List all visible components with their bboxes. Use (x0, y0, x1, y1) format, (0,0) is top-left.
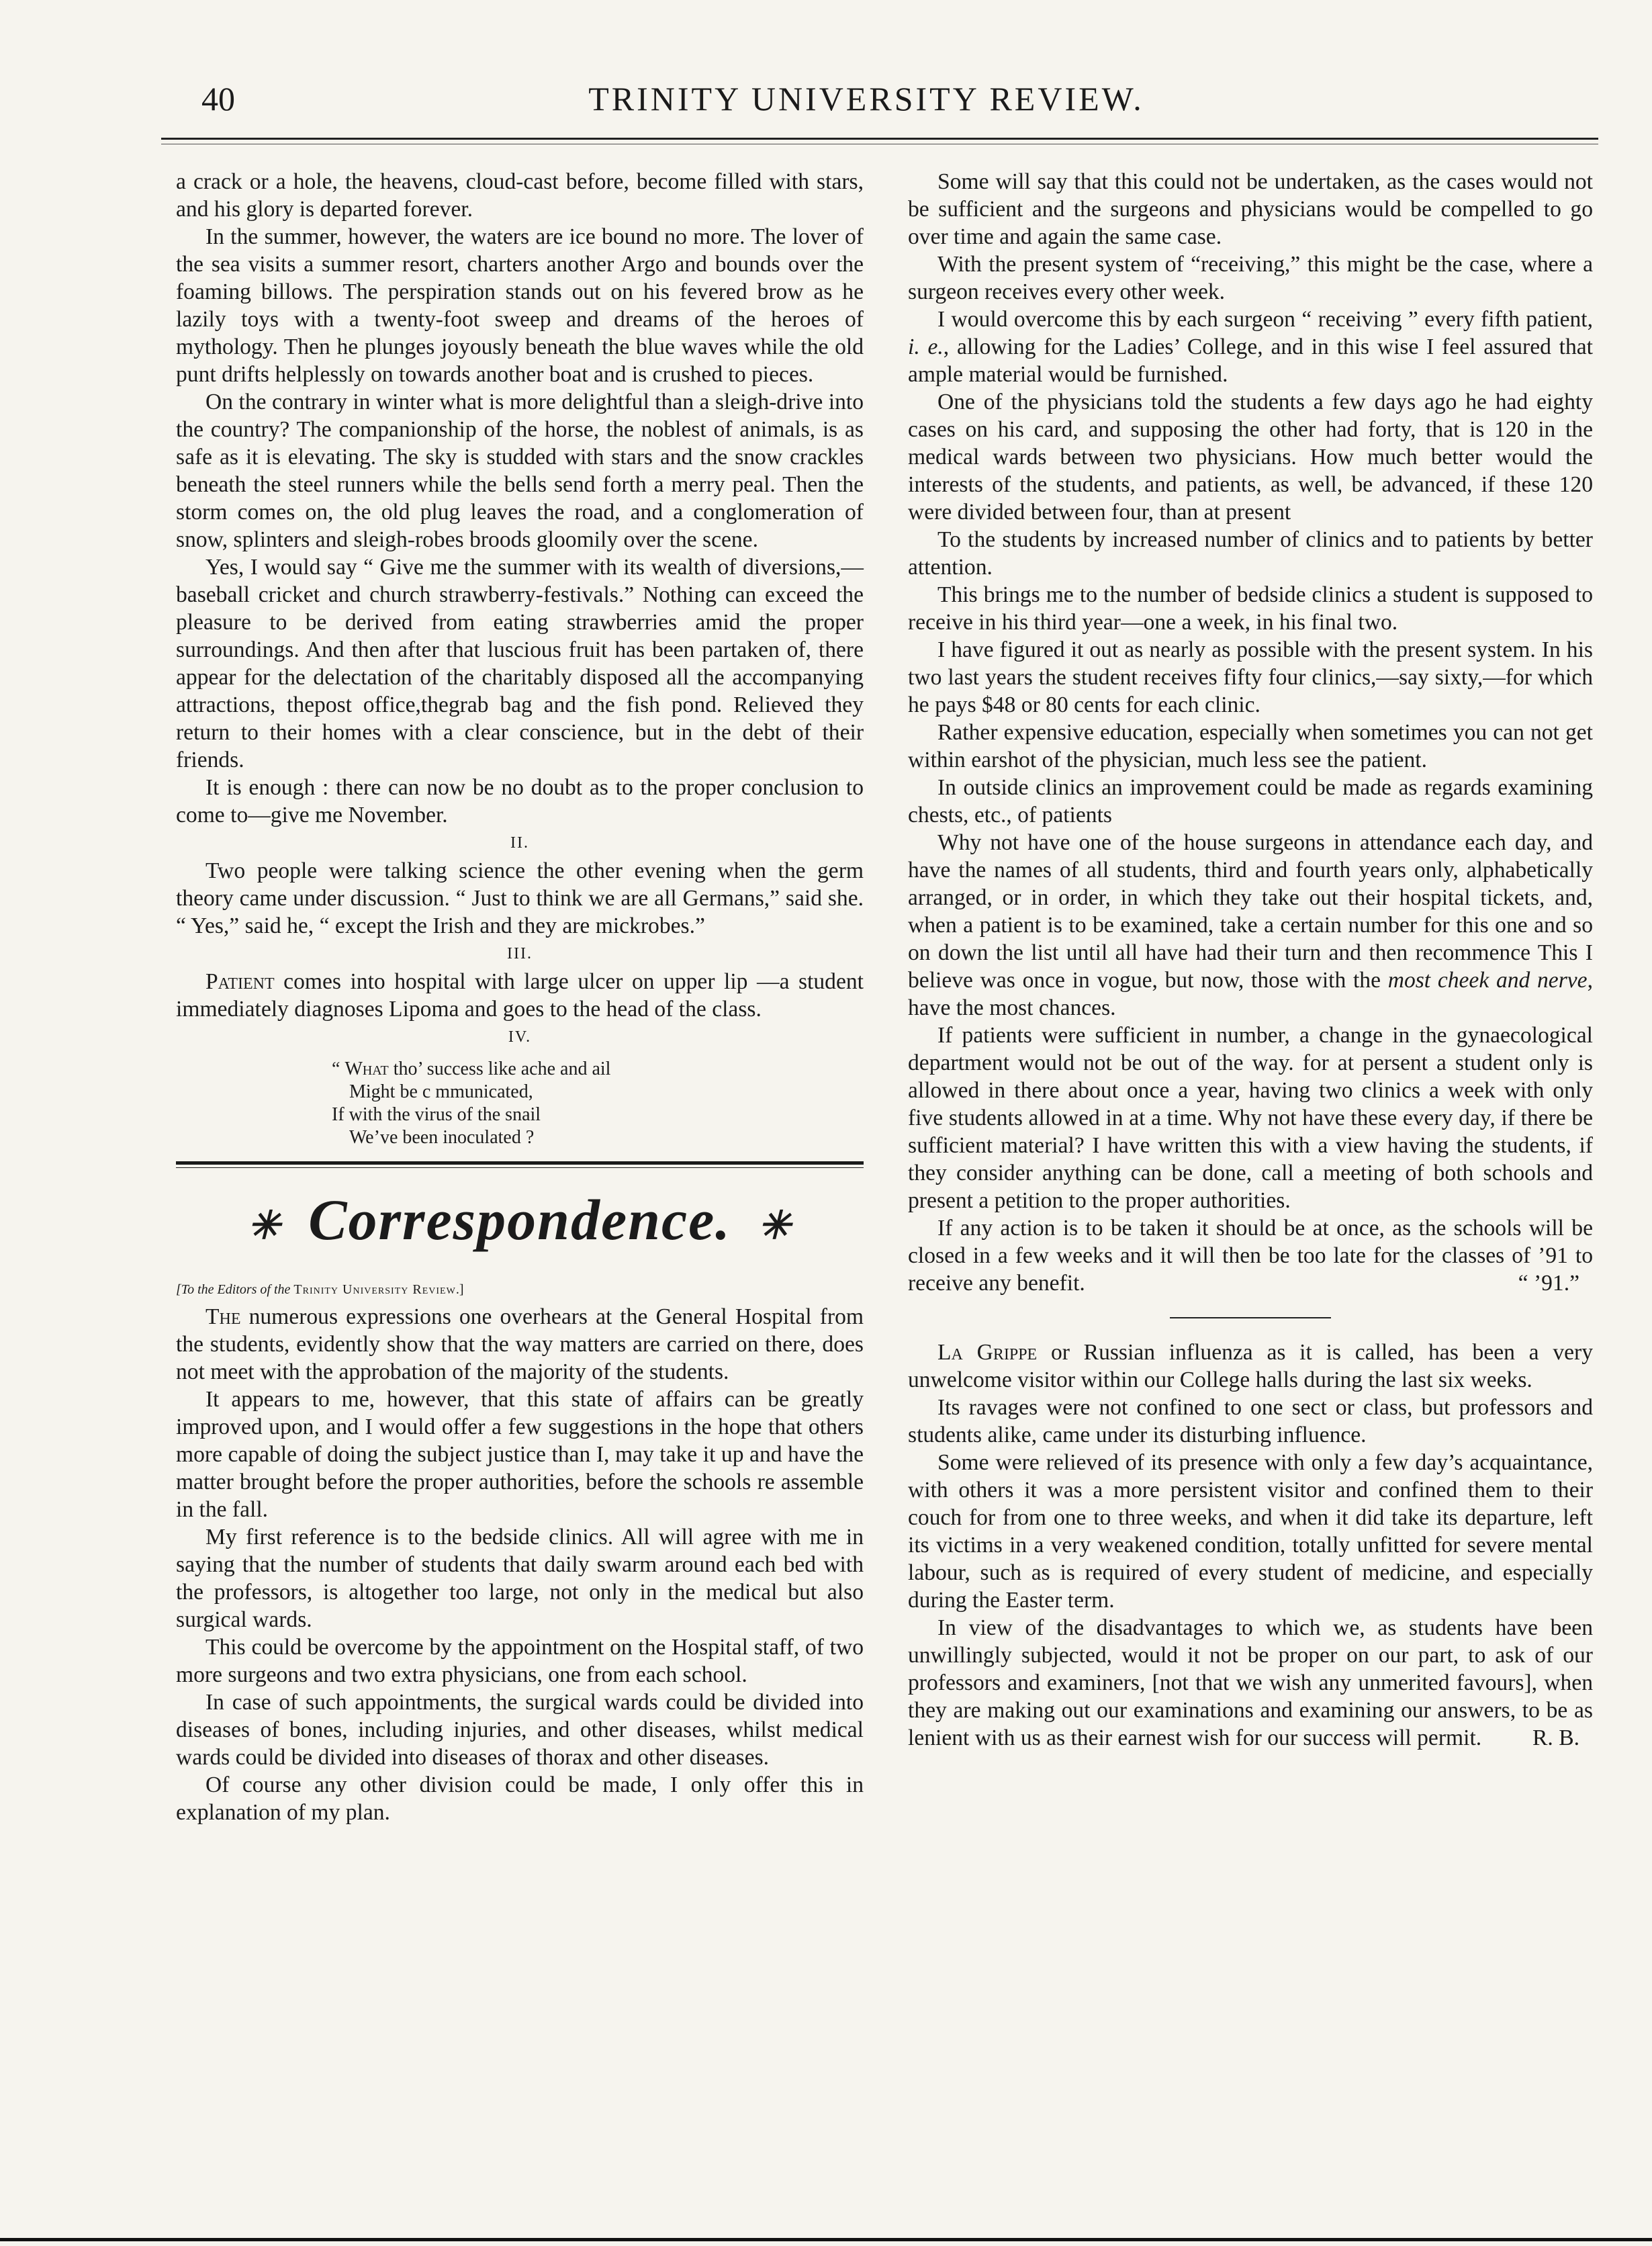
asterism-icon: ✳ (758, 1204, 792, 1248)
paragraph: In case of such appointments, the surgical wards could be divided into diseases of bones, including injuries, and other diseases, whilst medical wards could be divided into diseases of thorax and other diseases. (176, 1690, 864, 1770)
paragraph: This brings me to the number of bedside clinics a student is supposed to receive in his third year—one a week, in his final two. (908, 582, 1593, 635)
paragraph: My first reference is to the bedside clinics. All will agree with me in saying that the number of students that daily swarm around each bed with the professors, is altogether too large, not only in the medical but also surgical wards. (176, 1525, 864, 1633)
paragraph (908, 829, 1593, 1022)
paragraph: Some will say that this could not be undertaken, as the cases would not be sufficient and the surgeons and physicians would be compelled to go over time and again the same case. (908, 169, 1593, 249)
header-rule (161, 138, 1598, 140)
italic-text: i. e. (908, 334, 944, 359)
verse-line: If with the virus of the snail (332, 1104, 541, 1125)
paragraph (908, 1214, 1593, 1297)
paragraph: Some were relieved of its presence with only a few day’s acquaintance, with others it was a more persistent visitor and confined them to their couch for from one to three weeks, and when it did take its departure, left its victims in a very weakened condition, totally unfitted for severe mental labour, such as is required of every student of medicine, and especially during the Easter term. (908, 1450, 1593, 1613)
paragraph-text: or Russian influenza as it is called, has been a very unwelcome visitor within our College halls during the last six weeks. (908, 1340, 1593, 1392)
paragraph (908, 306, 1593, 388)
section-heading-text: Correspondence. (308, 1187, 731, 1252)
paragraph-text: , allowing for the Ladies’ College, and in this wise I feel assured that ample material would be furnished. (908, 334, 1594, 387)
paragraph: Two people were talking science the other evening when the germ theory came under discussion. “ Just to think we are all Germans,” said she. “ Yes,” said he, “ except the Irish and they are mickrobes.” (176, 858, 864, 938)
running-title: TRINITY UNIVERSITY REVIEW. (588, 80, 1144, 118)
section-rule-thin (176, 1167, 864, 1168)
paragraph: To the students by increased number of clinics and to patients by better attention. (908, 527, 1593, 580)
paragraph: One of the physicians told the students a few days ago he had eighty cases on his card, and supposing the other had forty, that is 120 in the medical wards between two physicians. How much better would the interests of the students, and patients, as well, be advanced, if these 120 were divided between four, than at present (908, 390, 1593, 525)
paragraph-text: numerous expressions one overhears at the General Hospital from the students, evidently show that the way matters are carried on there, does not meet with the approbation of the majority of the students. (176, 1304, 864, 1385)
paragraph-text: In view of the disadvantages to which we, as students have been unwillingly subjected, would it not be proper on our part, to ask of our professors and examiners, [not that we wish any unmerited favours], when they are making out our examinations and examining our answers, to be as lenient with us as their earnest wish for our success will permit. (908, 1615, 1593, 1750)
paragraph (176, 968, 864, 1023)
signature: R. B. (1532, 1725, 1579, 1750)
verse-line (332, 1058, 864, 1081)
italic-text: most cheek and nerve (1387, 968, 1588, 993)
section-numeral: II. (510, 834, 529, 852)
paragraph: On the contrary in winter what is more delightful than a sleigh-drive into the country? The companionship of the horse, the noblest of animals, is as safe as it is elevating. The sky is studded with stars and the snow crackles beneath the steel runners while the bells send forth a merry peal. Then the storm comes on, the old plug leaves the road, and a conglomeration of snow, splinters and sleigh-robes broods gloomily over the scene. (176, 390, 864, 552)
paragraph (176, 1303, 864, 1386)
paragraph: In the summer, however, the waters are ice bound no more. The lover of the sea visits a summer resort, charters another Argo and bounds over the foaming billows. The perspiration stands out on his fevered brow as he lazily toys with a twenty-foot sweep and dreams of the heroes of mythology. Then he plunges joyously beneath the blue waves while the old punt drifts helplessly on towards another boat and is crushed to pieces. (176, 224, 864, 387)
section-numeral: III. (507, 945, 533, 962)
paragraph: It is enough : there can now be no doubt as to the proper conclusion to come to—give me November. (176, 775, 864, 827)
paragraph (908, 1614, 1593, 1752)
editor-note-journal: Trinity University Review (293, 1282, 456, 1298)
paragraph: It appears to me, however, that this state of affairs can be greatly improved upon, and I would offer a few suggestions in the hope that others more capable of doing the subject justice than I, may take it up and have the matter brought before the proper authorities, before the schools re assemble in the fall. (176, 1387, 864, 1523)
right-column (908, 168, 1593, 1752)
asterism-icon: ✳ (247, 1204, 282, 1248)
paragraph-text: comes into hospital with large ulcer on upper lip —a student immediately diagnoses Lipoma and goes to the head of the class. (176, 969, 864, 1022)
paragraph-text: If any action is to be taken it should be at once, as the schools will be closed in a few weeks and it will then be too late for the classes of ’91 to receive any benefit. (908, 1216, 1593, 1296)
paragraph: With the present system of “receiving,” this might be the case, where a surgeon receives every other week. (908, 252, 1593, 304)
article-divider (1170, 1317, 1331, 1318)
paragraph: Of course any other division could be made, I only offer this in explanation of my plan. (176, 1772, 864, 1826)
paragraph: If patients were sufficient in number, a change in the gynaecological department would not be out of the way. for at persent a student only is allowed in there about once a year, having two clinics a week with only five students allowed in at a time. Why not have these every day, if there be sufficient material? I have written this with a view having the students, if they consider anything can be done, call a meeting of both schools and present a petition to the proper authorities. (908, 1023, 1593, 1213)
paragraph-text: I would overcome this by each surgeon “ receiving ” every fifth patient, (937, 307, 1593, 332)
paragraph (908, 1339, 1593, 1394)
page-number: 40 (201, 80, 235, 118)
paragraph: This could be overcome by the appointment on the Hospital staff, of two more surgeons and two extra physicians, one from each school. (176, 1635, 864, 1688)
signature: “ ’91.” (1518, 1271, 1579, 1296)
editor-note-text: [To the Editors of the (176, 1282, 294, 1298)
page-header (175, 73, 1558, 126)
paragraph: Rather expensive education, especially when sometimes you can not get within earshot of the physician, much less see the patient. (908, 720, 1593, 772)
paragraph: Its ravages were not confined to one sect or class, but professors and students alike, came under its disturbing influence. (908, 1395, 1593, 1447)
lead-word: La Grippe (937, 1340, 1038, 1365)
correspondence-heading (176, 1183, 864, 1263)
paragraph: a crack or a hole, the heavens, cloud-cast before, become filled with stars, and his glory is departed forever. (176, 169, 864, 222)
lead-word: The (205, 1304, 241, 1330)
section-numeral: IV. (508, 1028, 532, 1046)
page-bottom-edge (0, 2238, 1652, 2241)
paragraph-text: Why not have one of the house surgeons in attendance each day, and have the names of all students, third and fourth years only, alphabetically arranged, or in order, in which they take out their hospital tickets, and, when a patient is to be examined, take a certain number for this one and so on down the list until all have had their turn and then recommence This I believe was once in vogue, but now, those with the (908, 830, 1593, 993)
verse-line: We’ve been inoculated ? (349, 1127, 535, 1148)
left-column (176, 168, 864, 1826)
paragraph: In outside clinics an improvement could be made as regards examining chests, etc., of patients (908, 775, 1593, 827)
editor-note (176, 1280, 864, 1299)
verse-line: Might be c mmunicated, (349, 1081, 533, 1102)
paragraph: Yes, I would say “ Give me the summer with its wealth of diversions,—baseball cricket and church strawberry-festivals.” Nothing can exceed the pleasure to be derived from eating strawberries amid the proper surroundings. And then after that luscious fruit has been partaken of, there appear for the delectation of the charitably disposed all the accompanying attractions, thepost office,thegrab bag and the fish pond. Relieved they return to their homes with a clear conscience, but in the debt of their friends. (176, 555, 864, 772)
section-rule (176, 1161, 864, 1165)
lead-word: Patient (205, 969, 275, 994)
editor-note-end: .] (455, 1282, 464, 1298)
paragraph-text: , have the most chances. (908, 968, 1593, 1020)
verse (332, 1058, 864, 1149)
paragraph: I have figured it out as nearly as possible with the present system. In his two last years the student receives fifty four clinics,—say sixty,—for which he pays $48 or 80 cents for each clinic. (908, 637, 1593, 717)
verse-lead: What (345, 1059, 389, 1079)
verse-text: tho’ success like ache and ail (388, 1059, 611, 1079)
verse-open-quote: “ (332, 1059, 345, 1079)
